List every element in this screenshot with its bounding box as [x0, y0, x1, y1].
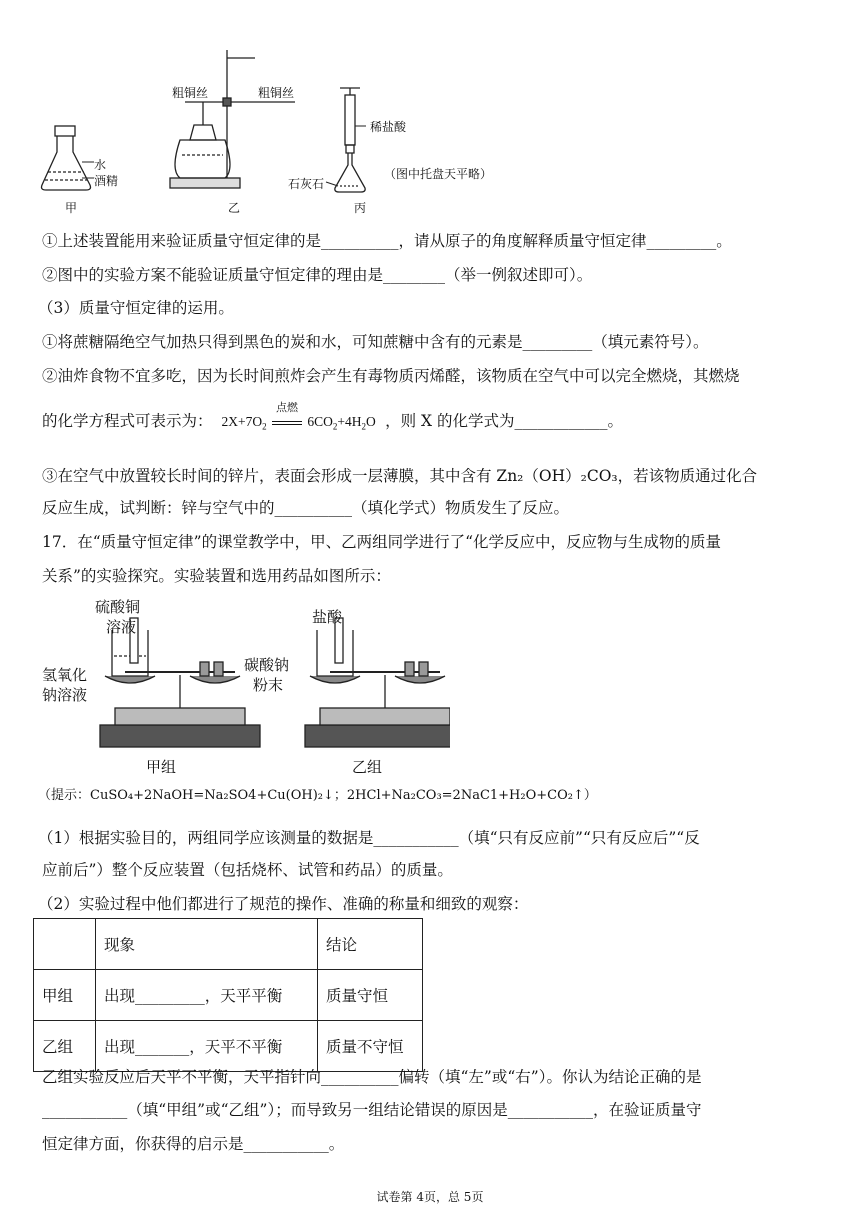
- question-line-5: ②油炸食物不宜多吃，因为长时间煎炸会产生有毒物质丙烯醛，该物质在空气中可以完全燃烧，其燃烧: [42, 367, 740, 385]
- balance-drawing: [30, 590, 450, 790]
- label-naoh-1: 氢氧化: [42, 666, 88, 684]
- table-cell: 乙组: [34, 1021, 96, 1072]
- label-group-yi: 乙组: [352, 758, 383, 776]
- label-alcohol: 酒精: [94, 174, 119, 188]
- table-cell: 甲组: [34, 970, 96, 1021]
- eq-right2-sub: 2: [361, 421, 366, 432]
- stand-yi: [170, 50, 295, 188]
- section-3-title: （3）质量守恒定律的运用。: [38, 299, 234, 317]
- question-line-8: 反应生成，试判断：锌与空气中的__________（填化学式）物质发生了反应。: [42, 499, 570, 517]
- eq-right-sub: 2: [332, 421, 338, 432]
- eq-right2: +4H: [337, 414, 362, 429]
- table-row: [34, 1021, 423, 1072]
- label-group-jia: 甲组: [146, 758, 177, 776]
- equation-intro: 的化学方程式可表示为：: [42, 412, 213, 430]
- after-table-line-1: 乙组实验反应后天平不平衡，天平指针向__________偏转（填“左”或“右”）。你认为结论正确的是: [42, 1068, 702, 1086]
- label-bing: 丙: [354, 201, 367, 215]
- label-hcl: 盐酸: [312, 608, 343, 626]
- eq-left: 2X+7O: [221, 414, 263, 429]
- equation-line: [42, 402, 623, 438]
- question-2: （2）实验过程中他们都进行了规范的操作、准确的称量和细致的观察：: [38, 895, 529, 913]
- table-cell: 质量守恒: [318, 970, 423, 1021]
- label-jia: 甲: [65, 201, 78, 215]
- label-acid: 稀盐酸: [370, 120, 407, 134]
- table-header-cell: 结论: [318, 919, 423, 970]
- label-na2co3-1: 碳酸钠: [244, 656, 290, 674]
- question-1-line-2: 应前后”）整个反应装置（包括烧杯、试管和药品）的质量。: [42, 861, 453, 879]
- flask-bing: [335, 88, 365, 192]
- table-cell: 出现_________，天平平衡: [96, 970, 318, 1021]
- table-header-cell: 现象: [96, 919, 318, 970]
- eq-right3: O: [365, 414, 376, 429]
- question-1-line-1: （1）根据实验目的，两组同学应该测量的数据是___________（填“只有反应前”“只有反应后”“反: [38, 829, 700, 847]
- label-na2co3-2: 粉末: [253, 676, 284, 694]
- label-copper-left: 粗铜丝: [172, 86, 209, 100]
- flask-jia: [42, 126, 91, 190]
- table-cell: 出现_______，天平不平衡: [96, 1021, 318, 1072]
- label-cuso4-2: 溶液: [106, 618, 137, 636]
- table-header-row: [34, 919, 423, 970]
- label-water: 水: [94, 158, 107, 172]
- question-line-2: ②图中的实验方案不能验证质量守恒定律的理由是________（举一例叙述即可）。: [42, 266, 593, 284]
- table-header-cell: [34, 919, 96, 970]
- question-line-7: ③在空气中放置较长时间的锌片，表面会形成一层薄膜，其中含有 Zn₂（OH）₂CO₃，若该物质通过化合: [42, 467, 758, 485]
- hint-equations: （提示：CuSO₄+2NaOH=Na₂SO4+Cu(OH)₂↓；2HCl+Na₂CO₃=2NaC1+H₂O+CO₂↑）: [38, 788, 597, 803]
- table-row: [34, 970, 423, 1021]
- eq-arrow: [270, 402, 304, 433]
- label-copper-right: 粗铜丝: [258, 86, 295, 100]
- after-table-line-2: ___________（填“甲组”或“乙组”）；而导致另一组结论错误的原因是___________，在验证质量守: [42, 1101, 702, 1119]
- eq-left-sub: 2: [262, 421, 267, 432]
- label-limestone: 石灰石: [288, 177, 325, 191]
- combustion-equation: [221, 402, 379, 432]
- eq-condition: 点燃: [275, 402, 298, 414]
- question-17-line-1: 17．在“质量守恒定律”的课堂教学中，甲、乙两组同学进行了“化学反应中，反应物与生成物的质量: [42, 533, 721, 551]
- page-footer: 试卷第 4页，总 5页: [376, 1190, 484, 1204]
- after-table-line-3: 恒定律方面，你获得的启示是___________。: [42, 1135, 345, 1153]
- label-yi: 乙: [228, 201, 241, 215]
- eq-right: 6CO: [307, 414, 333, 429]
- label-naoh-2: 钠溶液: [42, 686, 88, 704]
- table-cell: 质量不守恒: [318, 1021, 423, 1072]
- question-line-4: ①将蔗糖隔绝空气加热只得到黑色的炭和水，可知蔗糖中含有的元素是_________（填元素符号）。: [42, 333, 709, 351]
- question-line-1: ①上述装置能用来验证质量守恒定律的是__________，请从原子的角度解释质量守恒定律_________。: [42, 232, 732, 250]
- equation-question: ，则 X 的化学式为____________。: [385, 412, 623, 430]
- balance-jia: [100, 618, 260, 747]
- label-balance-note: （图中托盘天平略）: [384, 167, 493, 181]
- label-cuso4-1: 硫酸铜: [95, 598, 141, 616]
- balance-yi: [305, 618, 450, 747]
- apparatus-drawing: [30, 40, 510, 220]
- question-17-line-2: 关系”的实验探究。实验装置和选用药品如图所示：: [42, 567, 391, 585]
- results-table: [33, 918, 423, 1072]
